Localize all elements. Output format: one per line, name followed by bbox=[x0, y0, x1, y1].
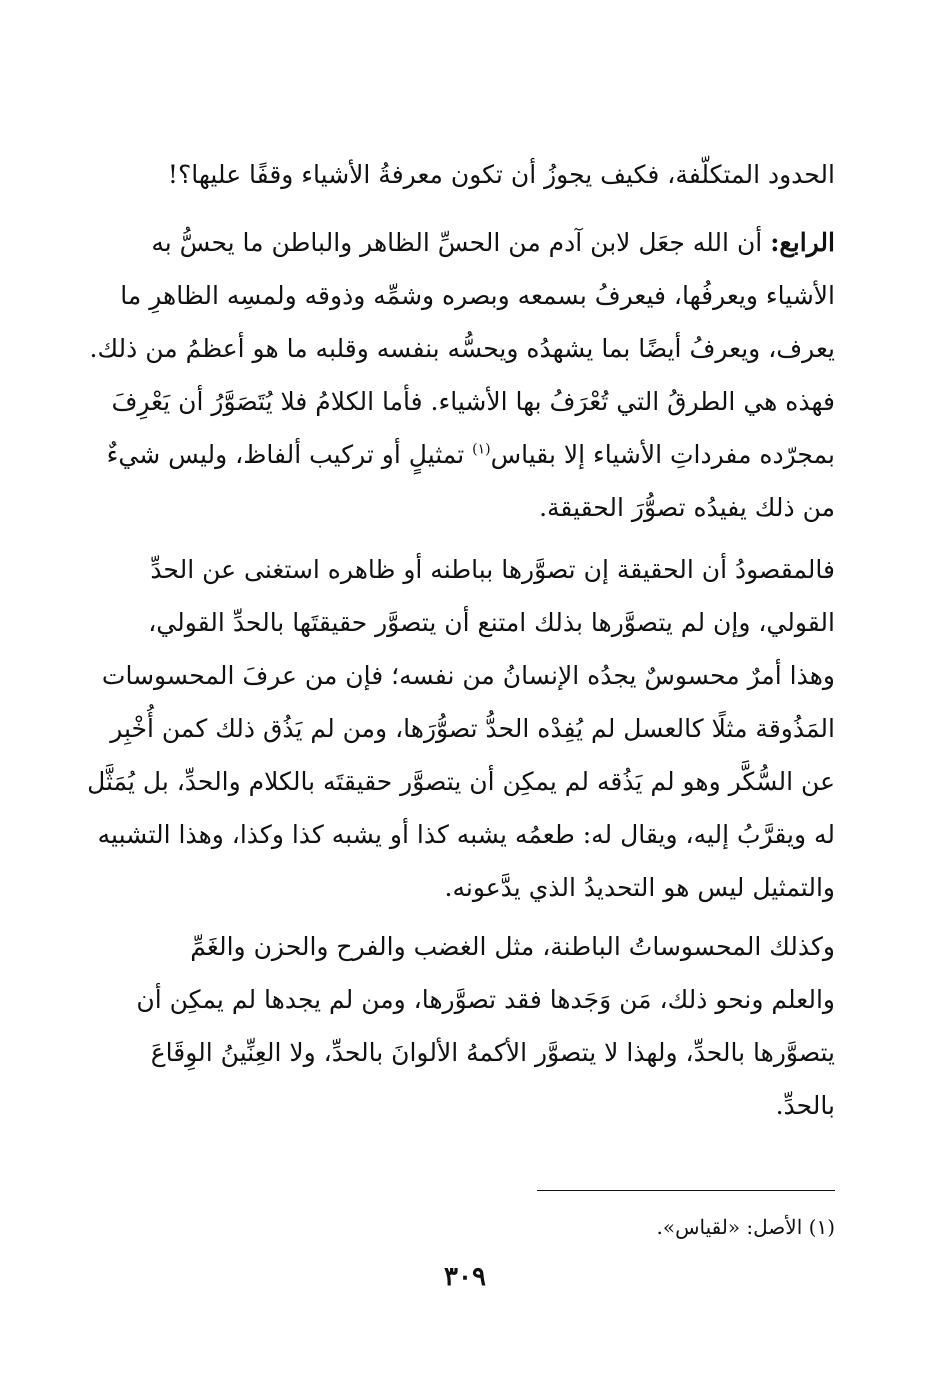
paragraph-heading: الرابع: bbox=[770, 228, 835, 257]
page-number: ٣٠٩ bbox=[444, 1262, 486, 1292]
text-line: الحدود المتكلّفة، فكيف يجوزُ أن تكون معرفةُ الأشياء وقفًا عليها؟! bbox=[167, 160, 835, 189]
text-line: الرابع: أن الله جعَل لابن آدم من الحسِّ الظاهر والباطن ما يحسُّ به bbox=[151, 228, 835, 257]
text-line: القولي، وإن لم يتصوَّرها بذلك امتنع أن يتصوَّر حقيقتَها بالحدِّ القولي، bbox=[148, 608, 835, 637]
text-line: يتصوَّرها بالحدِّ، ولهذا لا يتصوَّر الأكمهُ الألوانَ بالحدِّ، ولا العِنِّينُ الوِقَاعَ bbox=[150, 1038, 835, 1067]
text-line: يعرف، ويعرفُ أيضًا بما يشهدُه ويحسُّه بنفسه وقلبه ما هو أعظمُ من ذلك. bbox=[89, 334, 835, 363]
continuation-paragraph bbox=[100, 148, 835, 201]
text-line: الأشياء ويعرفُها، فيعرفُ بسمعه وبصره وشمِّه وذوقه ولمسِه الظاهرِ ما bbox=[120, 281, 835, 310]
paragraph-fourth bbox=[89, 216, 835, 534]
paragraph-almaqsud bbox=[87, 543, 835, 914]
paragraph-wa-kadhalik bbox=[100, 920, 835, 1132]
text-line: بالحدِّ. bbox=[775, 1091, 835, 1120]
text-line: فالمقصودُ أن الحقيقة إن تصوَّرها بباطنه أو ظاهره استغنى عن الحدِّ bbox=[150, 555, 835, 584]
footnote-divider bbox=[537, 1190, 835, 1191]
text-line: وكذلك المحسوساتُ الباطنة، مثل الغضب والفرح والحزن والغَمِّ bbox=[190, 932, 835, 961]
text-line: من ذلك يفيدُه تصوُّرَ الحقيقة. bbox=[539, 493, 835, 522]
footnote-reference: (١) bbox=[472, 441, 491, 458]
text-line: له ويقرَّبُ إليه، ويقال له: طعمُه يشبه كذا أو يشبه كذا وكذا، وهذا التشبيه bbox=[97, 820, 835, 849]
text-line: والتمثيل ليس هو التحديدُ الذي يدَّعونه. bbox=[444, 873, 835, 902]
footnote-text: الأصل: «لقياس». bbox=[656, 1215, 803, 1239]
text-line: عن السُّكَّر وهو لم يَذُقه لم يمكِن أن يتصوَّر حقيقتَه بالكلام والحدِّ، بل يُمَثَّل bbox=[87, 767, 835, 796]
text-line: بمجرّده مفرداتِ الأشياء إلا بقياس$^{(١)}$ تمثيلٍ أو تركيب ألفاظ، وليس شيءٌ bbox=[106, 440, 835, 469]
footnote-marker: (١) bbox=[808, 1215, 835, 1239]
footnote bbox=[500, 1212, 835, 1242]
text-line: المَذُوقة مثلًا كالعسل لم يُفِدْه الحدُّ تصوُّرَها، ومن لم يَذُق ذلك كمن أُخْبِر bbox=[110, 714, 835, 743]
text-line: وهذا أمرٌ محسوسٌ يجدُه الإنسانُ من نفسه؛ فإن من عرفَ المحسوسات bbox=[101, 661, 835, 690]
text-line: والعلم ونحو ذلك، مَن وَجَدها فقد تصوَّرها، ومن لم يجدها لم يمكِن أن bbox=[136, 985, 835, 1014]
text-line: فهذه هي الطرقُ التي تُعْرَفُ بها الأشياء. فأما الكلامُ فلا يُتَصَوَّرُ أن يَعْرِفَ bbox=[111, 387, 835, 416]
